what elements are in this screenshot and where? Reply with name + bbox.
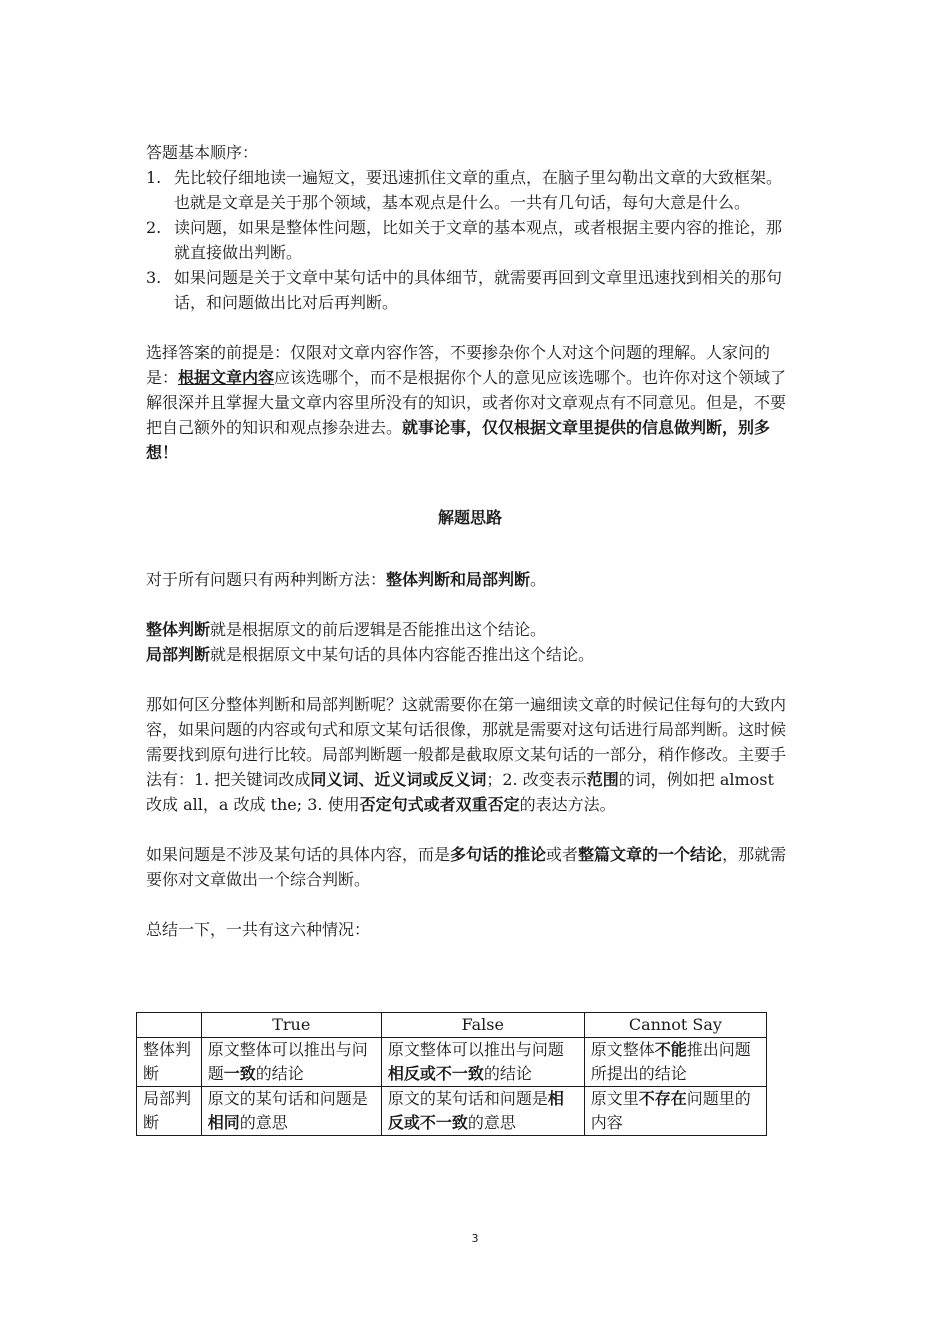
cell-text: 的结论	[255, 1064, 304, 1083]
whole-term: 整体判断	[146, 620, 211, 639]
cell-text: 的意思	[239, 1113, 288, 1132]
distinguish-text-2: ；2. 改变表示	[486, 770, 587, 789]
table-cell	[201, 1038, 381, 1087]
order-title: 答题基本顺序：	[146, 143, 259, 162]
table-header-cell: True	[201, 1013, 381, 1038]
cell-bold: 相反或不一致	[387, 1089, 564, 1132]
whole-judgment-definition	[146, 617, 794, 642]
table-cell	[381, 1038, 584, 1087]
distinguish-bold-3: 否定句式或者双重否定	[359, 795, 520, 814]
list-number: 2.	[146, 218, 162, 237]
list-text: 先比较仔细地读一遍短文，要迅速抓住文章的重点，在脑子里勾勒出文章的大致框架。也就是文章是关于那个领域，基本观点是什么。一共有几句话，每句大意是什么。	[174, 168, 783, 212]
cell-text: 的结论	[483, 1064, 532, 1083]
cell-text: 原文整体可以推出与问题	[207, 1040, 368, 1083]
distinguish-bold-1: 同义词、近义词或反义词	[310, 770, 487, 789]
table-header-cell: Cannot Say	[584, 1013, 766, 1038]
overall-bold-2: 整篇文章的一个结论	[578, 845, 723, 864]
premise-key-phrase: 根据文章内容	[178, 368, 275, 387]
premise-text: 选择答案的前提是：仅限对文章内容作答，不要掺杂你个人对这个问题的理解。人家问的是：	[146, 343, 771, 387]
distinguish-paragraph	[146, 692, 794, 817]
local-term: 局部判断	[146, 645, 211, 664]
cell-text: 原文整体可以推出与问题	[387, 1040, 564, 1059]
section-heading: 解题思路	[437, 508, 502, 527]
distinguish-text-4: 的表达方法。	[519, 795, 616, 814]
premise-emphasis: 就事论事，仅仅根据文章里提供的信息做判断，别多想！	[146, 418, 771, 462]
overall-bold-1: 多句话的推论	[450, 845, 547, 864]
cell-text: 原文的某句话和问题是	[387, 1089, 548, 1108]
order-list	[146, 165, 794, 315]
list-item	[146, 165, 794, 215]
judgment-table	[136, 1012, 767, 1136]
cell-text: 原文里	[590, 1089, 639, 1108]
table-cell	[201, 1087, 381, 1136]
row-label: 整体判断	[137, 1038, 202, 1087]
table-header-row	[137, 1013, 767, 1038]
document-body	[146, 140, 794, 942]
cell-bold: 不存在	[638, 1089, 687, 1108]
table-row	[137, 1038, 767, 1087]
list-item	[146, 265, 794, 315]
premise-text-2: 应该选哪个，而不是根据你个人的意见应该选哪个。也许你对这个领域了解很深并且掌握大量文章内容里所没有的知识，或者你对文章观点有不同意见。但是，不要把自己额外的知识和观点掺杂进去。	[146, 368, 787, 437]
overall-text-2: 或者	[546, 845, 579, 864]
local-judgment-definition	[146, 642, 794, 667]
row-label: 局部判断	[137, 1087, 202, 1136]
distinguish-text-1: 那如何区分整体判断和局部判断呢？这就需要你在第一遍细读文章的时候记住每句的大致内容，如果问题的内容或句式和原文某句话很像，那就是需要对这句话进行局部判断。这时候需要找到原句进行比较。局部判断题一般都是截取原文某句话的一部分，稍作修改。主要手法有：1. 把关键词改成	[146, 695, 787, 789]
cell-text: 的意思	[467, 1113, 516, 1132]
cell-bold: 相同	[207, 1113, 240, 1132]
page-number: 3	[471, 1232, 479, 1245]
table-cell	[584, 1087, 766, 1136]
table-header-cell	[137, 1013, 202, 1038]
methods-intro-end: 。	[530, 570, 547, 589]
overall-text-1: 如果问题是不涉及某句话的具体内容，而是	[146, 845, 451, 864]
overall-text-3: ，那就需要你对文章做出一个综合判断。	[146, 845, 787, 889]
distinguish-bold-2: 范围	[586, 770, 619, 789]
list-number: 1.	[146, 168, 162, 187]
list-number: 3.	[146, 268, 162, 287]
methods-intro-text: 对于所有问题只有两种判断方法：	[146, 570, 387, 589]
methods-intro-bold: 整体判断和局部判断	[386, 570, 531, 589]
table-cell	[381, 1087, 584, 1136]
overall-paragraph	[146, 842, 794, 892]
distinguish-text-3: 的词，例如把 almost 改成 all，a 改成 the; 3. 使用	[146, 770, 774, 814]
cell-text: 问题里的内容	[590, 1089, 751, 1132]
list-item	[146, 215, 794, 265]
local-def: 就是根据原文中某句话的具体内容能否推出这个结论。	[210, 645, 595, 664]
list-text: 读问题，如果是整体性问题，比如关于文章的基本观点，或者根据主要内容的推论，那就直接做出判断。	[174, 218, 783, 262]
cell-text: 原文整体	[590, 1040, 655, 1059]
cell-bold: 一致	[223, 1064, 256, 1083]
premise-paragraph	[146, 340, 794, 465]
whole-def: 就是根据原文的前后逻辑是否能推出这个结论。	[210, 620, 547, 639]
cell-text: 原文的某句话和问题是	[207, 1089, 368, 1108]
cell-text: 推出问题所提出的结论	[590, 1040, 751, 1083]
methods-intro	[146, 567, 794, 592]
cell-bold: 不能	[654, 1040, 687, 1059]
table-header-cell: False	[381, 1013, 584, 1038]
table-row	[137, 1087, 767, 1136]
cell-bold: 相反或不一致	[387, 1064, 484, 1083]
list-text: 如果问题是关于文章中某句话中的具体细节，就需要再回到文章里迅速找到相关的那句话，和问题做出比对后再判断。	[174, 268, 783, 312]
table-cell	[584, 1038, 766, 1087]
summary-intro: 总结一下，一共有这六种情况：	[146, 920, 371, 939]
